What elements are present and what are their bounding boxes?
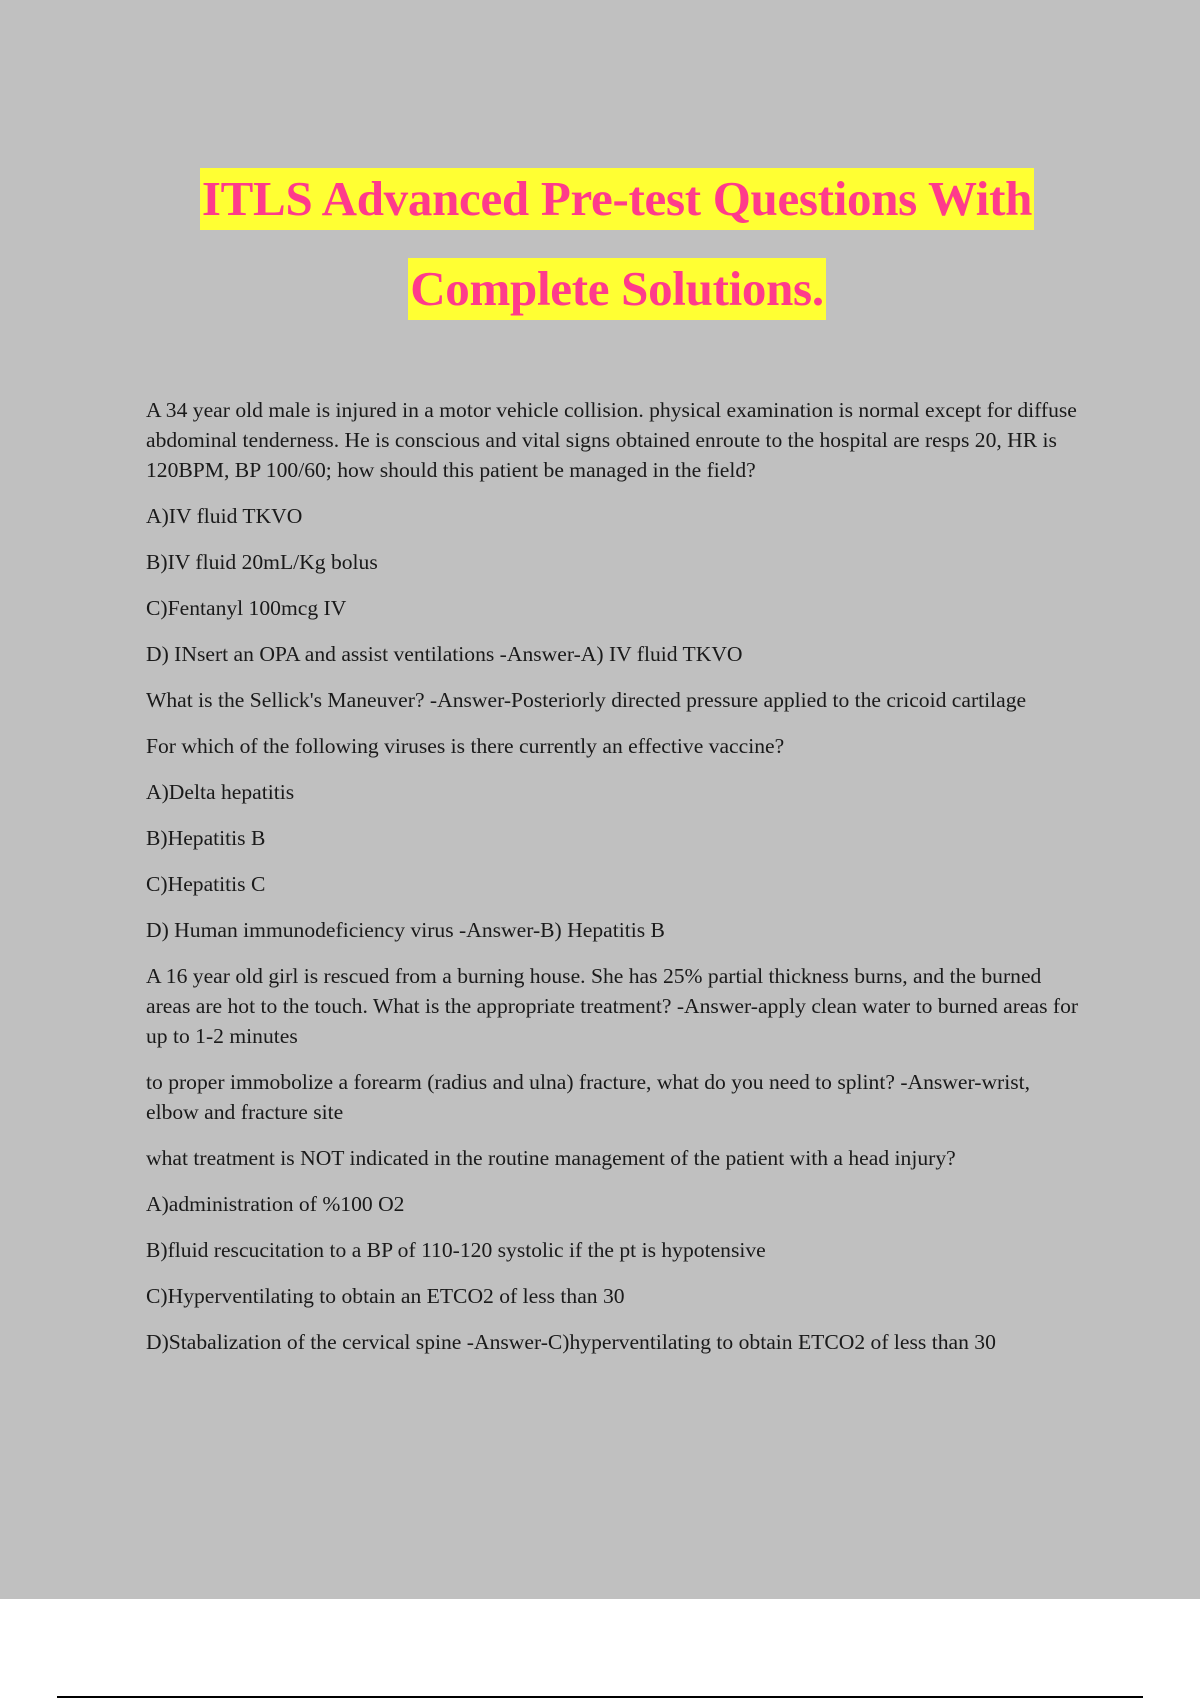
question-6-option-d-answer: D)Stabalization of the cervical spine -Answer-C)hyperventilating to obtain ETCO2 of less than 30 xyxy=(146,1330,996,1354)
question-3-option-a: A)Delta hepatitis xyxy=(146,780,295,804)
question-6-option-b: B)fluid rescucitation to a BP of 110-120 systolic if the pt is hypotensive xyxy=(146,1238,766,1262)
question-3-stem: For which of the following viruses is there currently an effective vaccine? xyxy=(146,734,785,758)
question-6-stem: what treatment is NOT indicated in the routine management of the patient with a head injury? xyxy=(146,1146,956,1170)
document-body xyxy=(146,395,1086,1373)
title-line-1: ITLS Advanced Pre-test Questions With xyxy=(200,168,1034,230)
page-bottom-margin xyxy=(0,1599,1200,1700)
question-5-with-answer: to proper immobolize a forearm (radius and ulna) fracture, what do you need to splint? -Answer-wrist, elbow and fracture site xyxy=(146,1070,1031,1124)
question-6-option-a: A)administration of %100 O2 xyxy=(146,1192,405,1216)
question-6-option-c: C)Hyperventilating to obtain an ETCO2 of less than 30 xyxy=(146,1284,625,1308)
question-3-option-b: B)Hepatitis B xyxy=(146,826,266,850)
question-1-option-d-answer: D) INsert an OPA and assist ventilations -Answer-A) IV fluid TKVO xyxy=(146,642,743,666)
question-3-option-c: C)Hepatitis C xyxy=(146,872,266,896)
question-1-option-a: A)IV fluid TKVO xyxy=(146,504,303,528)
document-title xyxy=(0,168,1200,320)
question-1-option-b: B)IV fluid 20mL/Kg bolus xyxy=(146,550,378,574)
question-4-with-answer: A 16 year old girl is rescued from a burning house. She has 25% partial thickness burns, and the burned areas are hot to the touch. What is the appropriate treatment? -Answer-apply clean water to burned areas for up to 1-2 minutes xyxy=(146,964,1079,1048)
title-line-2: Complete Solutions. xyxy=(408,258,826,320)
question-1-option-c: C)Fentanyl 100mcg IV xyxy=(146,596,347,620)
footer-divider xyxy=(57,1696,1143,1698)
question-3-option-d-answer: D) Human immunodeficiency virus -Answer-B) Hepatitis B xyxy=(146,918,665,942)
question-1-stem: A 34 year old male is injured in a motor vehicle collision. physical examination is normal except for diffuse abdominal tenderness. He is conscious and vital signs obtained enroute to the hospital are resps 20, HR is 120BPM, BP 100/60; how should this patient be managed in the field? xyxy=(146,398,1077,482)
question-2-with-answer: What is the Sellick's Maneuver? -Answer-Posteriorly directed pressure applied to the cricoid cartilage xyxy=(146,688,1027,712)
